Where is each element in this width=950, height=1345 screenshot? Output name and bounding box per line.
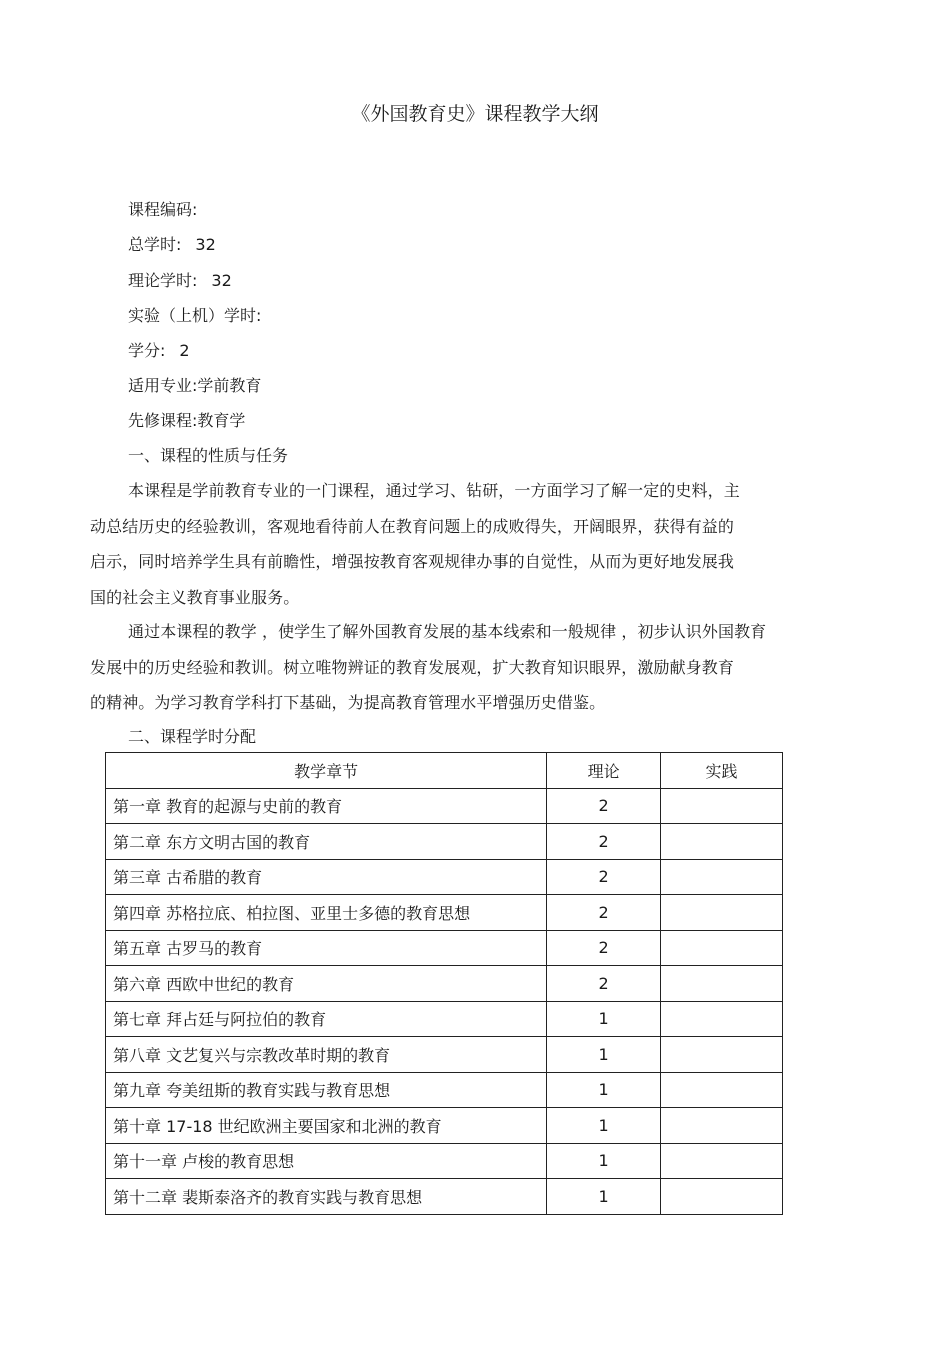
- theory-cell: 2: [547, 930, 661, 966]
- prerequisite-label: 先修课程:: [128, 411, 198, 430]
- theory-hours-value: 32: [211, 271, 232, 290]
- theory-cell: 1: [547, 1108, 661, 1144]
- practice-cell: [661, 895, 783, 931]
- chapter-cell: 第三章 古希腊的教育: [106, 859, 547, 895]
- credits-value: 2: [179, 341, 190, 360]
- course-code-label: 课程编码:: [128, 200, 198, 219]
- practice-cell: [661, 1001, 783, 1037]
- paragraph-line: 动总结历史的经验教训，客观地看待前人在教育问题上的成败得失，开阔眼界，获得有益的: [90, 516, 735, 536]
- table-row: [106, 824, 783, 860]
- chapter-cell: 第十二章 裴斯泰洛齐的教育实践与教育思想: [106, 1179, 547, 1215]
- header-chapter: 教学章节: [106, 753, 547, 789]
- table-row: [106, 930, 783, 966]
- hours-table: [105, 752, 783, 1215]
- chapter-cell: 第二章 东方文明古国的教育: [106, 824, 547, 860]
- theory-cell: 1: [547, 1001, 661, 1037]
- paragraph-line: 本课程是学前教育专业的一门课程，通过学习、钻研，一方面学习了解一定的史料，主: [128, 481, 740, 500]
- theory-cell: 1: [547, 1143, 661, 1179]
- paragraph-line: 国的社会主义教育事业服务。: [90, 587, 300, 607]
- document-title: 《外国教育史》课程教学大纲: [351, 103, 599, 125]
- chapter-cell: 第六章 西欧中世纪的教育: [106, 966, 547, 1002]
- table-row: [106, 1143, 783, 1179]
- practice-cell: [661, 1179, 783, 1215]
- chapter-cell: 第一章 教育的起源与史前的教育: [106, 788, 547, 824]
- major-value: 学前教育: [197, 376, 262, 395]
- table-row: [106, 1179, 783, 1215]
- theory-cell: 2: [547, 895, 661, 931]
- chapter-cell: 第十章 17-18 世纪欧洲主要国家和北洲的教育: [106, 1108, 547, 1144]
- credits-label: 学分:: [128, 341, 166, 360]
- section1-heading: 一、课程的性质与任务: [128, 446, 289, 465]
- chapter-cell: 第八章 文艺复兴与宗教改革时期的教育: [106, 1037, 547, 1073]
- section1-paragraph-1: [90, 473, 860, 615]
- section2-heading: 二、课程学时分配: [128, 727, 257, 746]
- theory-hours-label: 理论学时:: [128, 271, 198, 290]
- lab-hours-label: 实验（上机）学时:: [128, 306, 262, 325]
- theory-cell: 2: [547, 788, 661, 824]
- prerequisite-value: 教育学: [197, 411, 246, 430]
- theory-cell: 1: [547, 1179, 661, 1215]
- chapter-cell: 第五章 古罗马的教育: [106, 930, 547, 966]
- chapter-cell: 第七章 拜占廷与阿拉伯的教育: [106, 1001, 547, 1037]
- theory-cell: 1: [547, 1037, 661, 1073]
- total-hours-label: 总学时:: [128, 235, 182, 254]
- chapter-cell: 第九章 夸美纽斯的教育实践与教育思想: [106, 1072, 547, 1108]
- table-row: [106, 1108, 783, 1144]
- practice-cell: [661, 1143, 783, 1179]
- theory-hours: [128, 270, 232, 292]
- table-row: [106, 1001, 783, 1037]
- practice-cell: [661, 859, 783, 895]
- table-row: [106, 895, 783, 931]
- paragraph-line: 发展中的历史经验和教训。树立唯物辨证的教育发展观，扩大教育知识眼界，激励献身教育: [90, 657, 735, 677]
- major: [128, 375, 261, 397]
- chapter-cell: 第十一章 卢梭的教育思想: [106, 1143, 547, 1179]
- course-code: [128, 199, 211, 221]
- table-row: [106, 1072, 783, 1108]
- paragraph-line: 通过本课程的教学 ，使学生了解外国教育发展的基本线索和一般规律 ，初步认识外国教育: [128, 622, 767, 641]
- header-practice: 实践: [661, 753, 783, 789]
- practice-cell: [661, 788, 783, 824]
- theory-cell: 2: [547, 859, 661, 895]
- prerequisite: [128, 410, 245, 432]
- table-row: [106, 788, 783, 824]
- header-theory: 理论: [547, 753, 661, 789]
- total-hours: [128, 234, 216, 256]
- theory-cell: 1: [547, 1072, 661, 1108]
- credits: [128, 340, 190, 362]
- practice-cell: [661, 1037, 783, 1073]
- table-header-row: [106, 753, 783, 789]
- major-label: 适用专业:: [128, 376, 198, 395]
- chapter-cell: 第四章 苏格拉底、柏拉图、亚里士多德的教育思想: [106, 895, 547, 931]
- theory-cell: 2: [547, 824, 661, 860]
- practice-cell: [661, 966, 783, 1002]
- section1-paragraph-2: [90, 614, 860, 721]
- practice-cell: [661, 1072, 783, 1108]
- table-row: [106, 966, 783, 1002]
- table-row: [106, 1037, 783, 1073]
- theory-cell: 2: [547, 966, 661, 1002]
- table-row: [106, 859, 783, 895]
- paragraph-line: 的精神。为学习教育学科打下基础，为提高教育管理水平增强历史借鉴。: [90, 693, 606, 712]
- practice-cell: [661, 930, 783, 966]
- practice-cell: [661, 1108, 783, 1144]
- total-hours-value: 32: [195, 235, 216, 254]
- lab-hours: [128, 305, 275, 327]
- paragraph-line: 启示，同时培养学生具有前瞻性，增强按教育客观规律办事的自觉性，从而为更好地发展我: [90, 552, 735, 571]
- practice-cell: [661, 824, 783, 860]
